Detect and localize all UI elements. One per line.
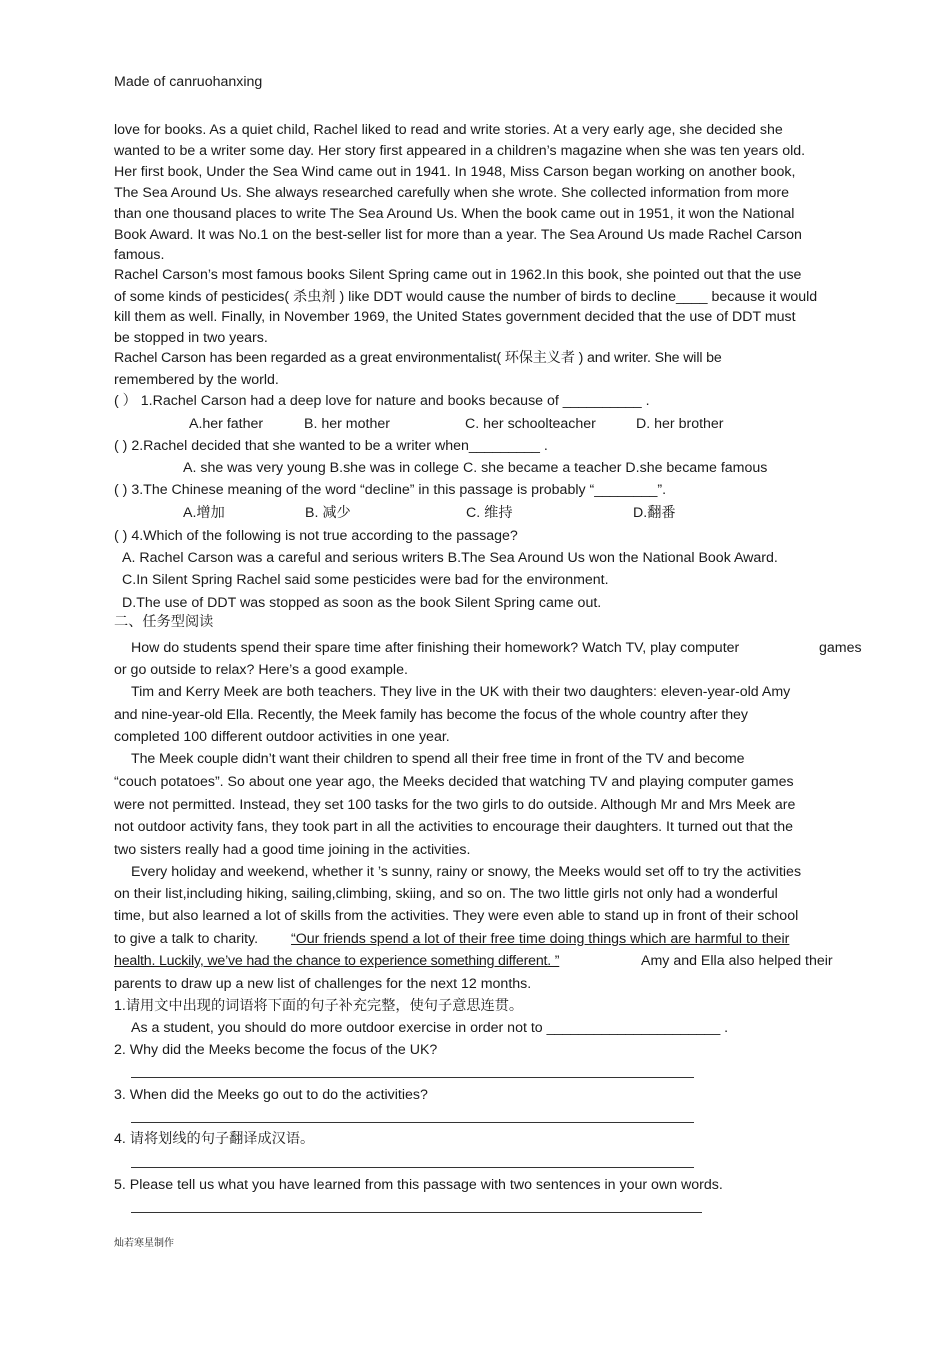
passage1-line: wanted to be a writer some day. Her story first appeared in a children’s magazine when she was ten years old. bbox=[114, 143, 806, 159]
q3-option-c: C. 维持 bbox=[466, 505, 513, 521]
passage1-line: Rachel Carson’s most famous books Silent Spring came out in 1962.In this book, she pointed out that the use bbox=[114, 267, 802, 283]
answer-line[interactable] bbox=[131, 1122, 694, 1123]
passage1-line: remembered by the world. bbox=[114, 372, 279, 388]
q4-options-ab: A. Rachel Carson was a careful and serious writers B.The Sea Around Us won the National Book Award. bbox=[122, 550, 778, 566]
passage1-line: Her first book, Under the Sea Wind came out in 1941. In 1948, Miss Carson began working on another book, bbox=[114, 164, 796, 180]
page-header: Made of canruohanxing bbox=[114, 74, 263, 90]
passage2-line: time, but also learned a lot of skills from the activities. They were even able to stand up in front of their school bbox=[114, 908, 799, 924]
passage2-line: two sisters really had a good time joining in the activities. bbox=[114, 842, 471, 858]
question-1: ( ） 1.Rachel Carson had a deep love for nature and books because of __________ . bbox=[114, 393, 650, 409]
task-1: 1.请用文中出现的词语将下面的句子补充完整，使句子意思连贯。 bbox=[114, 998, 524, 1014]
task-1-sentence: As a student, you should do more outdoor exercise in order not to ______________________ . bbox=[131, 1020, 729, 1036]
q4-option-d: D.The use of DDT was stopped as soon as the book Silent Spring came out. bbox=[122, 595, 602, 611]
passage1-line: be stopped in two years. bbox=[114, 330, 268, 346]
passage2-line: Amy and Ella also helped their bbox=[641, 953, 833, 969]
passage2-line: How do students spend their spare time after finishing their homework? Watch TV, play computer bbox=[131, 640, 740, 656]
passage2-line: or go outside to relax? Here’s a good example. bbox=[114, 662, 408, 678]
task-5: 5. Please tell us what you have learned from this passage with two sentences in your own words. bbox=[114, 1177, 723, 1193]
passage1-line: love for books. As a quiet child, Rachel liked to read and write stories. At a very early age, she decided she bbox=[114, 122, 783, 138]
passage1-line: Rachel Carson has been regarded as a great environmentalist( 环保主义者 ) and writer. She will be bbox=[114, 350, 722, 366]
passage2-line: parents to draw up a new list of challenges for the next 12 months. bbox=[114, 976, 532, 992]
passage1-line: The Sea Around Us. She always researched carefully when she wrote. She collected information from more bbox=[114, 185, 790, 201]
page-footer: 灿若寒星制作 bbox=[114, 1238, 174, 1249]
passage2-line: on their list,including hiking, sailing,climbing, skiing, and so on. The two little girls not only had a wonderful bbox=[114, 886, 778, 902]
answer-line[interactable] bbox=[131, 1212, 702, 1213]
task-3: 3. When did the Meeks go out to do the activities? bbox=[114, 1087, 428, 1103]
passage1-line: Book Award. It was No.1 on the best-seller list for more than a year. The Sea Around Us made Rachel Carson bbox=[114, 227, 802, 243]
q3-option-b: B. 减少 bbox=[305, 505, 351, 521]
underlined-sentence: “Our friends spend a lot of their free time doing things which are harmful to their bbox=[291, 931, 790, 947]
section-title: 二、任务型阅读 bbox=[114, 614, 214, 630]
passage2-line: completed 100 different outdoor activities in one year. bbox=[114, 729, 450, 745]
answer-line[interactable] bbox=[131, 1077, 694, 1078]
q1-option-b: B. her mother bbox=[304, 416, 390, 432]
q3-option-d: D.翻番 bbox=[633, 505, 676, 521]
passage1-line: of some kinds of pesticides( 杀虫剂 ) like DDT would cause the number of birds to decline____ because it would bbox=[114, 289, 818, 305]
q4-option-c: C.In Silent Spring Rachel said some pesticides were bad for the environment. bbox=[122, 572, 609, 588]
passage2-line: were not permitted. Instead, they set 100 tasks for the two girls to do outside. Although Mr and Mrs Meek are bbox=[114, 797, 796, 813]
passage2-line: not outdoor activity fans, they took part in all the activities to encourage their daughters. It turned out that the bbox=[114, 819, 794, 835]
question-2: ( ) 2.Rachel decided that she wanted to be a writer when_________ . bbox=[114, 438, 548, 454]
underlined-sentence: health. Luckily, we’ve had the chance to experience something different. ” bbox=[114, 953, 560, 969]
passage2-line: The Meek couple didn’t want their children to spend all their free time in front of the TV and become bbox=[131, 751, 745, 767]
q1-option-c: C. her schoolteacher bbox=[465, 416, 596, 432]
question-4: ( ) 4.Which of the following is not true according to the passage? bbox=[114, 528, 518, 544]
passage1-line: than one thousand places to write The Sea Around Us. When the book came out in 1951, it won the National bbox=[114, 206, 795, 222]
question-3: ( ) 3.The Chinese meaning of the word “decline” in this passage is probably “________”. bbox=[114, 482, 667, 498]
q1-option-a: A.her father bbox=[189, 416, 264, 432]
passage2-line: Every holiday and weekend, whether it ’s sunny, rainy or snowy, the Meeks would set off to try the activities bbox=[131, 864, 802, 880]
answer-line[interactable] bbox=[131, 1167, 694, 1168]
task-2: 2. Why did the Meeks become the focus of the UK? bbox=[114, 1042, 438, 1058]
passage1-line: famous. bbox=[114, 247, 165, 263]
passage2-line: to give a talk to charity. bbox=[114, 931, 259, 947]
q1-option-d: D. her brother bbox=[636, 416, 724, 432]
task-4: 4. 请将划线的句子翻译成汉语。 bbox=[114, 1131, 315, 1147]
passage2-line: Tim and Kerry Meek are both teachers. They live in the UK with their two daughters: eleven-year-old Amy bbox=[131, 684, 791, 700]
passage2-line: games bbox=[819, 640, 862, 656]
q3-option-a: A.增加 bbox=[183, 505, 225, 521]
passage1-line: kill them as well. Finally, in November 1969, the United States government decided that the use of DDT must bbox=[114, 309, 796, 325]
passage2-line: “couch potatoes”. So about one year ago, the Meeks decided that watching TV and playing computer games bbox=[114, 774, 794, 790]
q2-options: A. she was very young B.she was in college C. she became a teacher D.she became famous bbox=[183, 460, 768, 476]
passage2-line: and nine-year-old Ella. Recently, the Meek family has become the focus of the whole country after they bbox=[114, 707, 748, 723]
